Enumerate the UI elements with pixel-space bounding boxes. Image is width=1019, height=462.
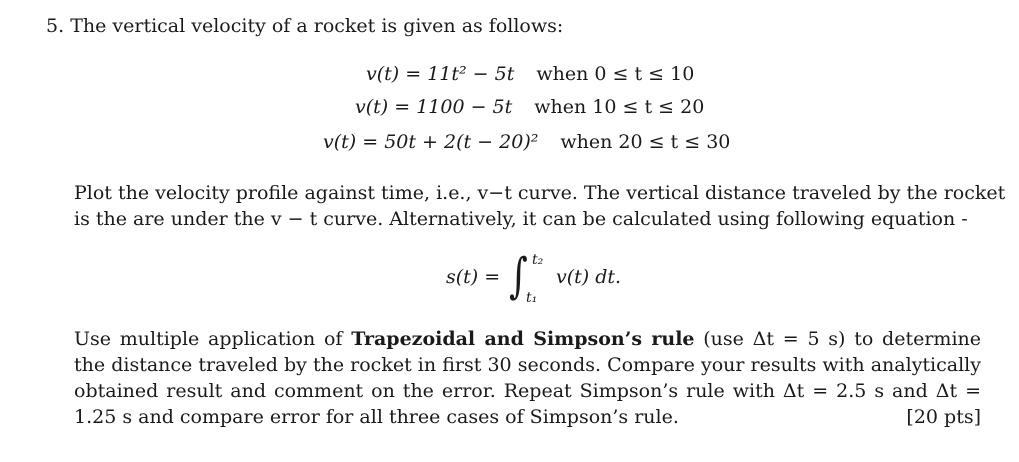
paragraph-2-line-4 [74,404,981,430]
problem-number: 5. [46,15,65,37]
paragraph-2-line-3: obtained result and comment on the error. Repeat Simpson’s rule with Δt = 2.5 s and Δt = [74,380,981,402]
problem-statement: The vertical velocity of a rocket is given as follows: [70,15,564,37]
method-names: Trapezoidal and Simpson’s rule [351,328,695,350]
equation-1-expression: v(t) = 11t² − 5t [366,63,515,85]
problem-heading [46,12,563,40]
points-label: [20 pts] [906,406,981,428]
equation-row-1 [366,61,694,87]
integral-upper-limit: t₂ [532,252,544,268]
paragraph-2-line-1 [74,326,981,352]
equation-row-2 [355,94,704,120]
paragraph-2-line-2: the distance traveled by the rocket in first 30 seconds. Compare your results with analytically [74,354,981,376]
paragraph-1-line-1: Plot the velocity profile against time, i.e., v−t curve. The vertical distance traveled by the rocket [74,182,1006,204]
equation-2-condition: when 10 ≤ t ≤ 20 [534,96,705,118]
instruction-paragraph-2 [74,326,981,430]
paragraph-2-line-1-post: (use Δt = 5 s) to determine [694,328,982,350]
equation-3-expression: v(t) = 50t + 2(t − 20)² [323,131,539,153]
paragraph-1-line-2: is the are under the v − t curve. Alternatively, it can be calculated using following equation - [74,208,968,230]
equation-2-expression: v(t) = 1100 − 5t [355,96,513,118]
equation-row-3 [323,129,730,155]
integral-lower-limit: t₁ [526,290,538,306]
equation-1-condition: when 0 ≤ t ≤ 10 [536,63,695,85]
instruction-paragraph-1 [74,180,1006,232]
integral-sign-icon: ∫ [509,248,528,304]
integral-lhs: s(t) = [446,266,501,288]
paragraph-2-line-1-pre: Use multiple application of [74,328,352,350]
equation-3-condition: when 20 ≤ t ≤ 30 [560,131,731,153]
paragraph-2-line-4-text: 1.25 s and compare error for all three cases of Simpson’s rule. [74,406,679,428]
integral-equation [446,250,666,310]
integral-integrand: v(t) dt. [556,266,622,288]
